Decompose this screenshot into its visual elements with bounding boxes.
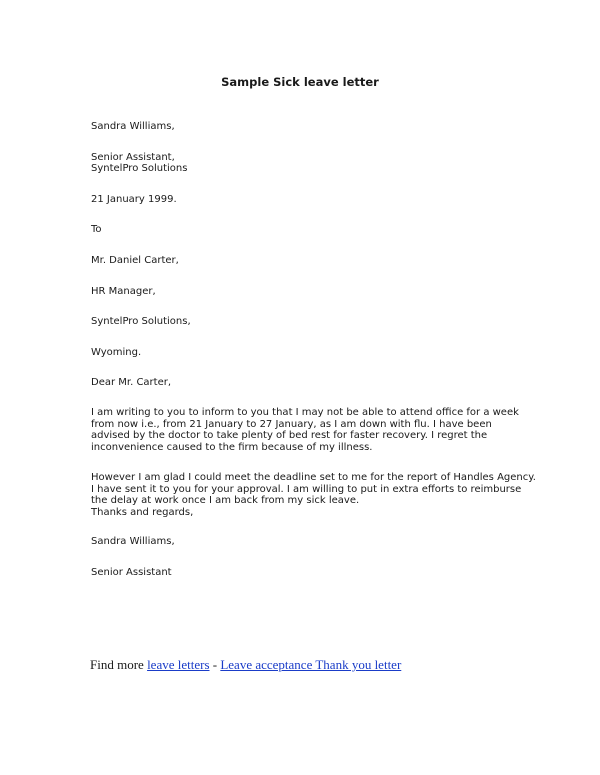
paragraph-line: I am writing to you to inform to you that I may not be able to attend office for a week: [91, 407, 519, 418]
closing: Thanks and regards,: [91, 506, 194, 518]
sender-company: SyntelPro Solutions: [91, 163, 188, 174]
body-paragraph-2: [91, 472, 536, 518]
paragraph-line: from now i.e., from 21 January to 27 January, as I am down with flu. I have been: [91, 418, 492, 430]
footer-separator: -: [212, 657, 218, 672]
sender-position: Senior Assistant,: [91, 152, 175, 163]
body-paragraph-1: [91, 407, 521, 453]
paragraph-line: inconvenience caused to the firm because of my illness.: [91, 441, 373, 453]
recipient-name: Mr. Daniel Carter,: [91, 255, 179, 266]
paragraph-line: However I am glad I could meet the deadline set to me for the report of Handles Agency.: [91, 472, 536, 483]
page-title: Sample Sick leave letter: [221, 75, 379, 89]
salutation: Dear Mr. Carter,: [91, 377, 172, 388]
leave-acceptance-link[interactable]: Leave acceptance Thank you letter: [220, 657, 402, 672]
paragraph-line: the delay at work once I am back from my sick leave.: [91, 495, 360, 506]
sender-name: Sandra Williams,: [91, 121, 175, 132]
letter-date: 21 January 1999.: [91, 194, 177, 205]
footer-links: [90, 657, 401, 673]
footer-prefix: Find more: [90, 657, 144, 672]
recipient-company: SyntelPro Solutions,: [91, 316, 191, 327]
signature-name: Sandra Williams,: [91, 536, 175, 547]
paragraph-line: I have sent it to you for your approval. I am willing to put in extra efforts to reimburse: [91, 483, 522, 495]
to-label: To: [91, 224, 102, 235]
signature-position: Senior Assistant: [91, 567, 172, 578]
leave-letters-link[interactable]: leave letters: [147, 657, 210, 672]
paragraph-line: advised by the doctor to take plenty of bed rest for faster recovery. I regret the: [91, 430, 488, 441]
recipient-title: HR Manager,: [91, 286, 156, 297]
recipient-location: Wyoming.: [91, 347, 142, 358]
